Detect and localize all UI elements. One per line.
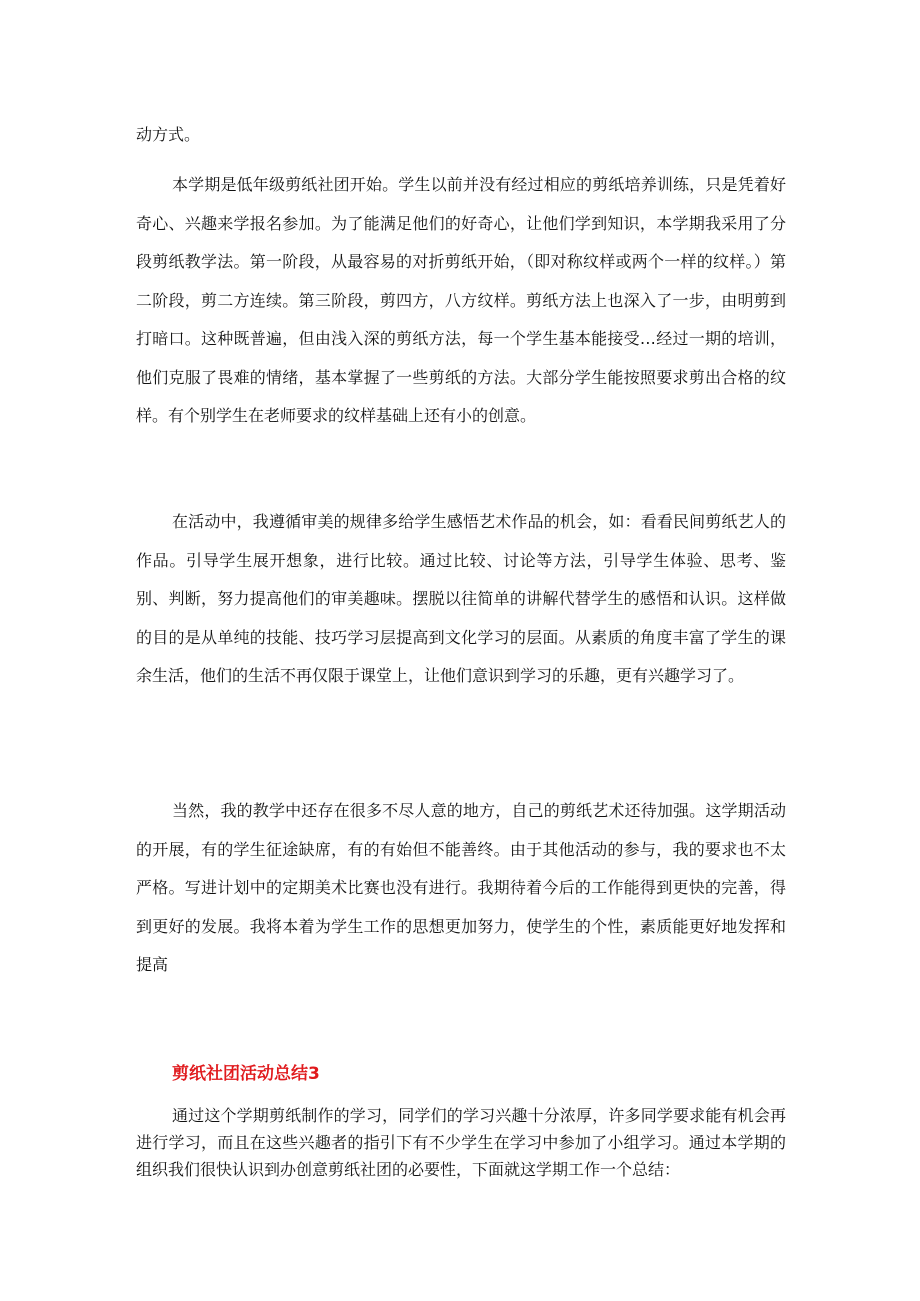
paragraph-teaching-method: 本学期是低年级剪纸社团开始。学生以前并没有经过相应的剪纸培养训练，只是凭着好奇心、兴趣来学报名参加。为了能满足他们的好奇心，让他们学到知识，本学期我采用了分段剪纸教学法。第一阶段，从最容易的对折剪纸开始，（即对称纹样或两个一样的纹样。）第二阶段，剪二方连续。第三阶段，剪四方，八方纹样。剪纸方法上也深入了一步，由明剪到打暗口。这种既普遍，但由浅入深的剪纸方法，每一个学生基本能接受…经过一期的培训，他们克服了畏难的情绪，基本掌握了一些剪纸的方法。大部分学生能按照要求剪出合格的纹样。有个别学生在老师要求的纹样基础上还有小的创意。 — [136, 175, 786, 425]
paragraph-continuation: 动方式。 — [136, 125, 201, 144]
paragraph-summary-intro: 通过这个学期剪纸制作的学习，同学们的学习兴趣十分浓厚，许多同学要求能有机会再进行学习，而且在这些兴趣者的指引下有不少学生在学习中参加了小组学习。通过本学期的组织我们很快认识到办创意剪纸社团的必要性，下面就这学期工作一个总结： — [136, 1106, 786, 1179]
paragraph-aesthetic-activities: 在活动中，我遵循审美的规律多给学生感悟艺术作品的机会，如：看看民间剪纸艺人的作品。引导学生展开想象，进行比较。通过比较、讨论等方法，引导学生体验、思考、鉴别、判断，努力提高他们的审美趣味。摆脱以往简单的讲解代替学生的感悟和认识。这样做的目的是从单纯的技能、技巧学习层提高到文化学习的层面。从素质的角度丰富了学生的课余生活，他们的生活不再仅限于课堂上，让他们意识到学习的乐趣，更有兴趣学习了。 — [136, 512, 786, 685]
section-heading: 剪纸社团活动总结3 — [172, 1064, 320, 1084]
paragraph-shortcomings: 当然，我的教学中还存在很多不尽人意的地方，自己的剪纸艺术还待加强。这学期活动的开展，有的学生征途缺席，有的有始但不能善终。由于其他活动的参与，我的要求也不太严格。写进计划中的定期美术比赛也没有进行。我期待着今后的工作能得到更快的完善，得到更好的发展。我将本着为学生工作的思想更加努力，使学生的个性，素质能更好地发挥和提高 — [136, 801, 786, 974]
